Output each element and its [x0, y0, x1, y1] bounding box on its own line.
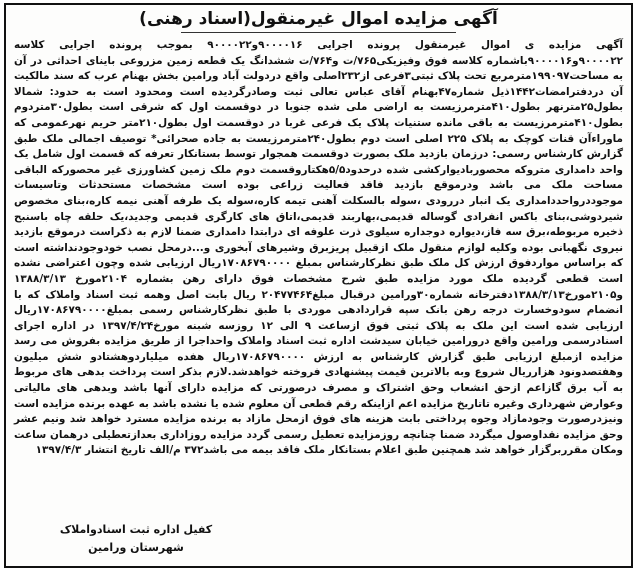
notice-title: آگهی مزایده اموال غیرمنقول(اسناد رهنی): [139, 9, 498, 29]
signature-city: شهرستان ورامین: [88, 541, 184, 554]
notice-frame: [4, 3, 633, 568]
notice-body: آگهی مزایده ی اموال غیرمنقول پرونده اجرایی ۹۰۰۰۰۱۶و۹۰۰۰۰۲۲ بموجب پرونده اجرایی کلاسه ۹۰۰۰۰۲۲و۹۰۰۰۰۱۶باشماره کلاسه فوق وفیزیکی۷۶۵/ت و۷۶۴/ت ششدانگ یک قطعه زمین مزروعی باینای احداثی در آن به مساحت۱۹۹۰۹۷مترمربع تحت پلاک ثبتی۳فرعی از۲۳۲اصلی واقع دردولت آباد ورامین بخش بهنام عرب که سند مالکیت آن دردفترامضات۱۴۴۲ذیل شماره۴۷بهنام آقای عباس تعالی ثبت وصادرگردیده است ومحدود است به حدود: شمالا بطول۲۵مترنهر بطول۴۱۰مترمرزیست به اراضی ملی شده جنوبا در دوقسمت اول که شرقی است بطول۳۰متردوم بطول۴۱۰مترمرزیست به باقی مانده ستنیات پلاک یک فرعی غربا در دوقسمت اول بطول۲۱۰متر حریم نهرعمومی که ماوراءآن قنات کوچک به پلاک ۲۲۵ اصلی است دوم بطول۲۴۰مترمرزیست به جاده صحرائی* توصیف اجمالی ملک طبق گزارش کارشناس رسمی: درزمان بازدید ملک بصورت دوقسمت همجوار توسط بستانکار تعرفه که قسمت اول شامل یک واحد دامداری متروکه محصوربادیوارکشی شده درحدود۵/۵هکتاروقسمت دوم ملک زمین کشاورزی غیر محصورکه الباقی مساحت ملک می باشد ودرموقع بازدید فاقد فعالیت زراعی بوده است مشخصات مستحدثات وتاسیسات موجوددرواحددامداری یک انبار دررودی ،سوله بالسکلت آهنی تیمه کاره،سوله یک طرفه آهنی نیمه کاره،بنای مخصوص شیردوشی،بنای باکس انفرادی گوساله قدیمی،بهاربند قدیمی،اتاق های کارگری قدیمی وجدید،یک حلقه چاه باسنبح ذخیره مربوطه،برق سه فاز،دیواره دوجداره سیلوی ذرت علوفه ای درابتدا دامداری ضمنا لازم به ذکراست درموقع بازدید نیروی نگهبانی بوده وکلیه لوازم منقول ملک ازقبیل پریزبرق وشیرهای آبخوری و...درمحل نصب خودوجودنداشته است که براساس مواردفوق ارزش کل ملک طبق نظرکارشناس بمبلغ ۱۷۰۸۶۷۹۰۰۰۰ریال ارزیابی شده وچون اعتراضی نشده است قطعی گردیده ملک مورد مزایده طبق شرح مشخصات فوق دارای رهن بشماره ۲۱۰۴مورخ ۱۳۸۸/۳/۱۳ و۲۱۰۵مورخ۱۳۸۸/۳/۱۳دفترخانه شماره۳۰ورامین درقبال مبلغ۲۰۴۷۷۴۶۴ ریال بابت اصل وهمه ثبت اسناد واملاک که با انضمام سودوخسارت درجه رهن بانک سپه قراردادهی موردی با طبق نظرکارشناس رسمی بمبلغ۱۷۰۸۶۷۹۰۰۰۰ریال ارزیابی شده است این ملک به پلاک ثبتی فوق ازساعت ۹ الی ۱۲ روزسه شبنه مورخ۱۳۹۷/۴/۲۴ در اداره اجرای اسنادرسمی ورامین واقع درورامین خیابان سیدشت اداره ثبت اسناد واملاک واحداجرا از طریق مزایده بفروش می رسد مزایده ازمبلغ ارزیابی طبق گزارش کارشناس به ارزش ۱۷۰۸۶۷۹۰۰۰۰ریال هفده میلیاردوهشتادو شش میلیون وهفتصدونود هزارریال شروع وبه بالاترین قیمت پیشنهادی فروخته خواهدشد.لازم بذکر است پرداخت بدهی های مربوط به آب برق گازاعم ازحق انشعاب وحق اشتراک و مصرف درصورتی که مزایده دارای آنها باشد وبدهی های مالیاتی وعوارض شهرداری وغیره تاتاریخ مزایده اعم ازاینکه رقم قطعی آن معلوم شده یا نشده باشد به عهده برنده مزایده است ونیزدرصورت وجودمازاد وجوه پرداختی بابت هزینه های فوق ازمحل مازاد به برنده مزایده مسترد خواهد شد ونیم عشر وحق مزایده نقداوصول میگردد ضمنا چنانچه روزمزایده تعطیل رسمی گردد مزایده روزاداری بعدازتعطیلی درهمان ساعت ومکان مقرربرگزار خواهد شد همچنین طبق اعلام بستانکار ملک فاقد بیمه می باشد۳۷۲ م/الف تاریخ انتشار ۱۳۹۷/۴/۳: [14, 39, 624, 457]
signature-title: کفیل اداره ثبت اسنادواملاک: [59, 523, 213, 536]
title-underline: [181, 32, 456, 33]
